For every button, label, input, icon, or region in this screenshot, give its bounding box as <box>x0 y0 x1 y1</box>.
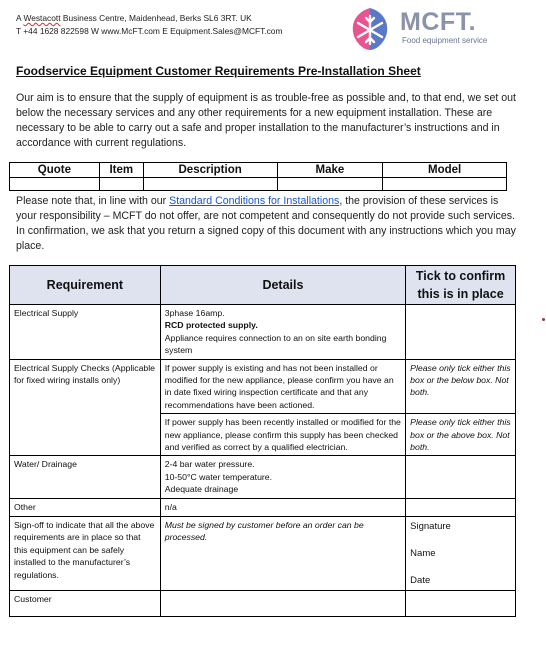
quote-cell[interactable] <box>10 178 100 191</box>
address-prefix: A <box>16 13 24 23</box>
other-row <box>10 499 516 516</box>
logo-brand: MCFT. <box>400 8 477 36</box>
mcft-logo <box>346 6 506 50</box>
electrical-checks-tick-cell-b[interactable]: Please only tick either this box or the above box. Not both. <box>406 414 516 456</box>
address-misspelled-word: Westacott <box>23 13 61 23</box>
snowflake-flame-icon <box>346 6 394 52</box>
electrical-checks-row-a <box>10 359 516 414</box>
customer-tick-cell[interactable] <box>406 590 516 616</box>
customer-label: Customer <box>10 590 161 616</box>
address-block <box>16 12 282 38</box>
document-title: Foodservice Equipment Customer Requirements Pre-Installation Sheet <box>16 64 421 78</box>
signoff-label: Sign-off to indicate that all the above requirements are in place so that this equipment can be safely installed to the manufacturer’s regulations. <box>10 516 161 590</box>
signature-field-label[interactable]: Signature <box>410 520 451 532</box>
detail-line: 2-4 bar water pressure. <box>164 459 255 470</box>
water-drainage-details <box>160 456 405 499</box>
electrical-supply-label: Electrical Supply <box>10 305 161 360</box>
make-header: Make <box>277 163 383 178</box>
conditions-text-after: , the provision of these services is your responsibility – MCFT do not offer, are not competent and consequently do not provide such services. In confirmation, we ask that you return a signed copy of this document with any instructions which you may place. <box>16 195 516 252</box>
other-details: n/a <box>160 499 405 516</box>
standard-conditions-link[interactable]: Standard Conditions for Installations <box>169 195 340 207</box>
electrical-checks-tick-cell-a[interactable]: Please only tick either this box or the below box. Not both. <box>406 359 516 414</box>
signoff-fields[interactable] <box>406 516 516 590</box>
detail-line: Appliance requires connection to an on site earth bonding system <box>164 332 387 356</box>
contact-line: T +44 1628 822598 W www.McFT.com E Equipment.Sales@MCFT.com <box>16 26 283 36</box>
model-header: Model <box>383 163 507 178</box>
other-tick-cell[interactable] <box>406 499 516 516</box>
other-label: Other <box>10 499 161 516</box>
detail-line: 10-50°C water temperature. <box>164 471 273 482</box>
logo-tagline: Food equipment service <box>402 36 488 45</box>
water-drainage-row <box>10 456 516 499</box>
intro-paragraph: Our aim is to ensure that the supply of equipment is as trouble-free as possible and, to that end, we set out below the necessary services and any other requirements for a new equipment installation. These are necessary to be able to carry out a safe and proper installation to the manufacturer’s instructions and in accordance with current regulations. <box>16 92 516 149</box>
date-field-label[interactable]: Date <box>410 574 431 586</box>
signoff-row <box>10 516 516 590</box>
water-drainage-label: Water/ Drainage <box>10 456 161 499</box>
electrical-supply-details <box>160 305 405 360</box>
quote-entry-row <box>10 178 507 191</box>
water-drainage-tick-cell[interactable] <box>406 456 516 499</box>
electrical-supply-tick-cell[interactable] <box>406 305 516 360</box>
electrical-checks-label: Electrical Supply Checks (Applicable for fixed wiring installs only) <box>10 359 161 456</box>
customer-row <box>10 590 516 616</box>
quote-table <box>9 162 507 191</box>
item-cell[interactable] <box>99 178 143 191</box>
description-cell[interactable] <box>143 178 277 191</box>
address-rest: Business Centre, Maidenhead, Berks SL6 3RT. UK <box>60 13 252 23</box>
conditions-paragraph <box>16 194 516 254</box>
make-cell[interactable] <box>277 178 383 191</box>
conditions-text-before: Please note that, in line with our <box>16 195 170 207</box>
electrical-checks-detail-b: If power supply has been recently installed or modified for the new appliance, please confirm this supply has been checked and verified as correct by a qualified electrician. <box>160 414 405 456</box>
customer-detail-cell[interactable] <box>160 590 405 616</box>
quote-header: Quote <box>10 163 100 178</box>
detail-line: Adequate drainage <box>164 484 239 495</box>
requirements-table <box>9 265 516 617</box>
requirements-header-row <box>10 266 516 305</box>
detail-line-bold: RCD protected supply. <box>164 320 258 331</box>
electrical-checks-detail-a: If power supply is existing and has not been installed or modified for the new appliance, please confirm you have an in date fixed wiring inspection certificate and that any recommendations have been actioned. <box>160 359 405 414</box>
description-header: Description <box>143 163 277 178</box>
quote-header-row <box>10 163 507 178</box>
tick-header: Tick to confirm this is in place <box>406 266 516 305</box>
address-line <box>16 12 282 25</box>
electrical-supply-row <box>10 305 516 360</box>
details-header: Details <box>160 266 405 305</box>
detail-line: 3phase 16amp. <box>164 308 225 318</box>
signoff-warning: Must be signed by customer before an order can be processed. <box>160 516 405 590</box>
red-dot-marker <box>542 318 545 321</box>
item-header: Item <box>99 163 143 178</box>
requirement-header: Requirement <box>10 266 161 305</box>
model-cell[interactable] <box>383 178 507 191</box>
name-field-label[interactable]: Name <box>410 547 436 559</box>
